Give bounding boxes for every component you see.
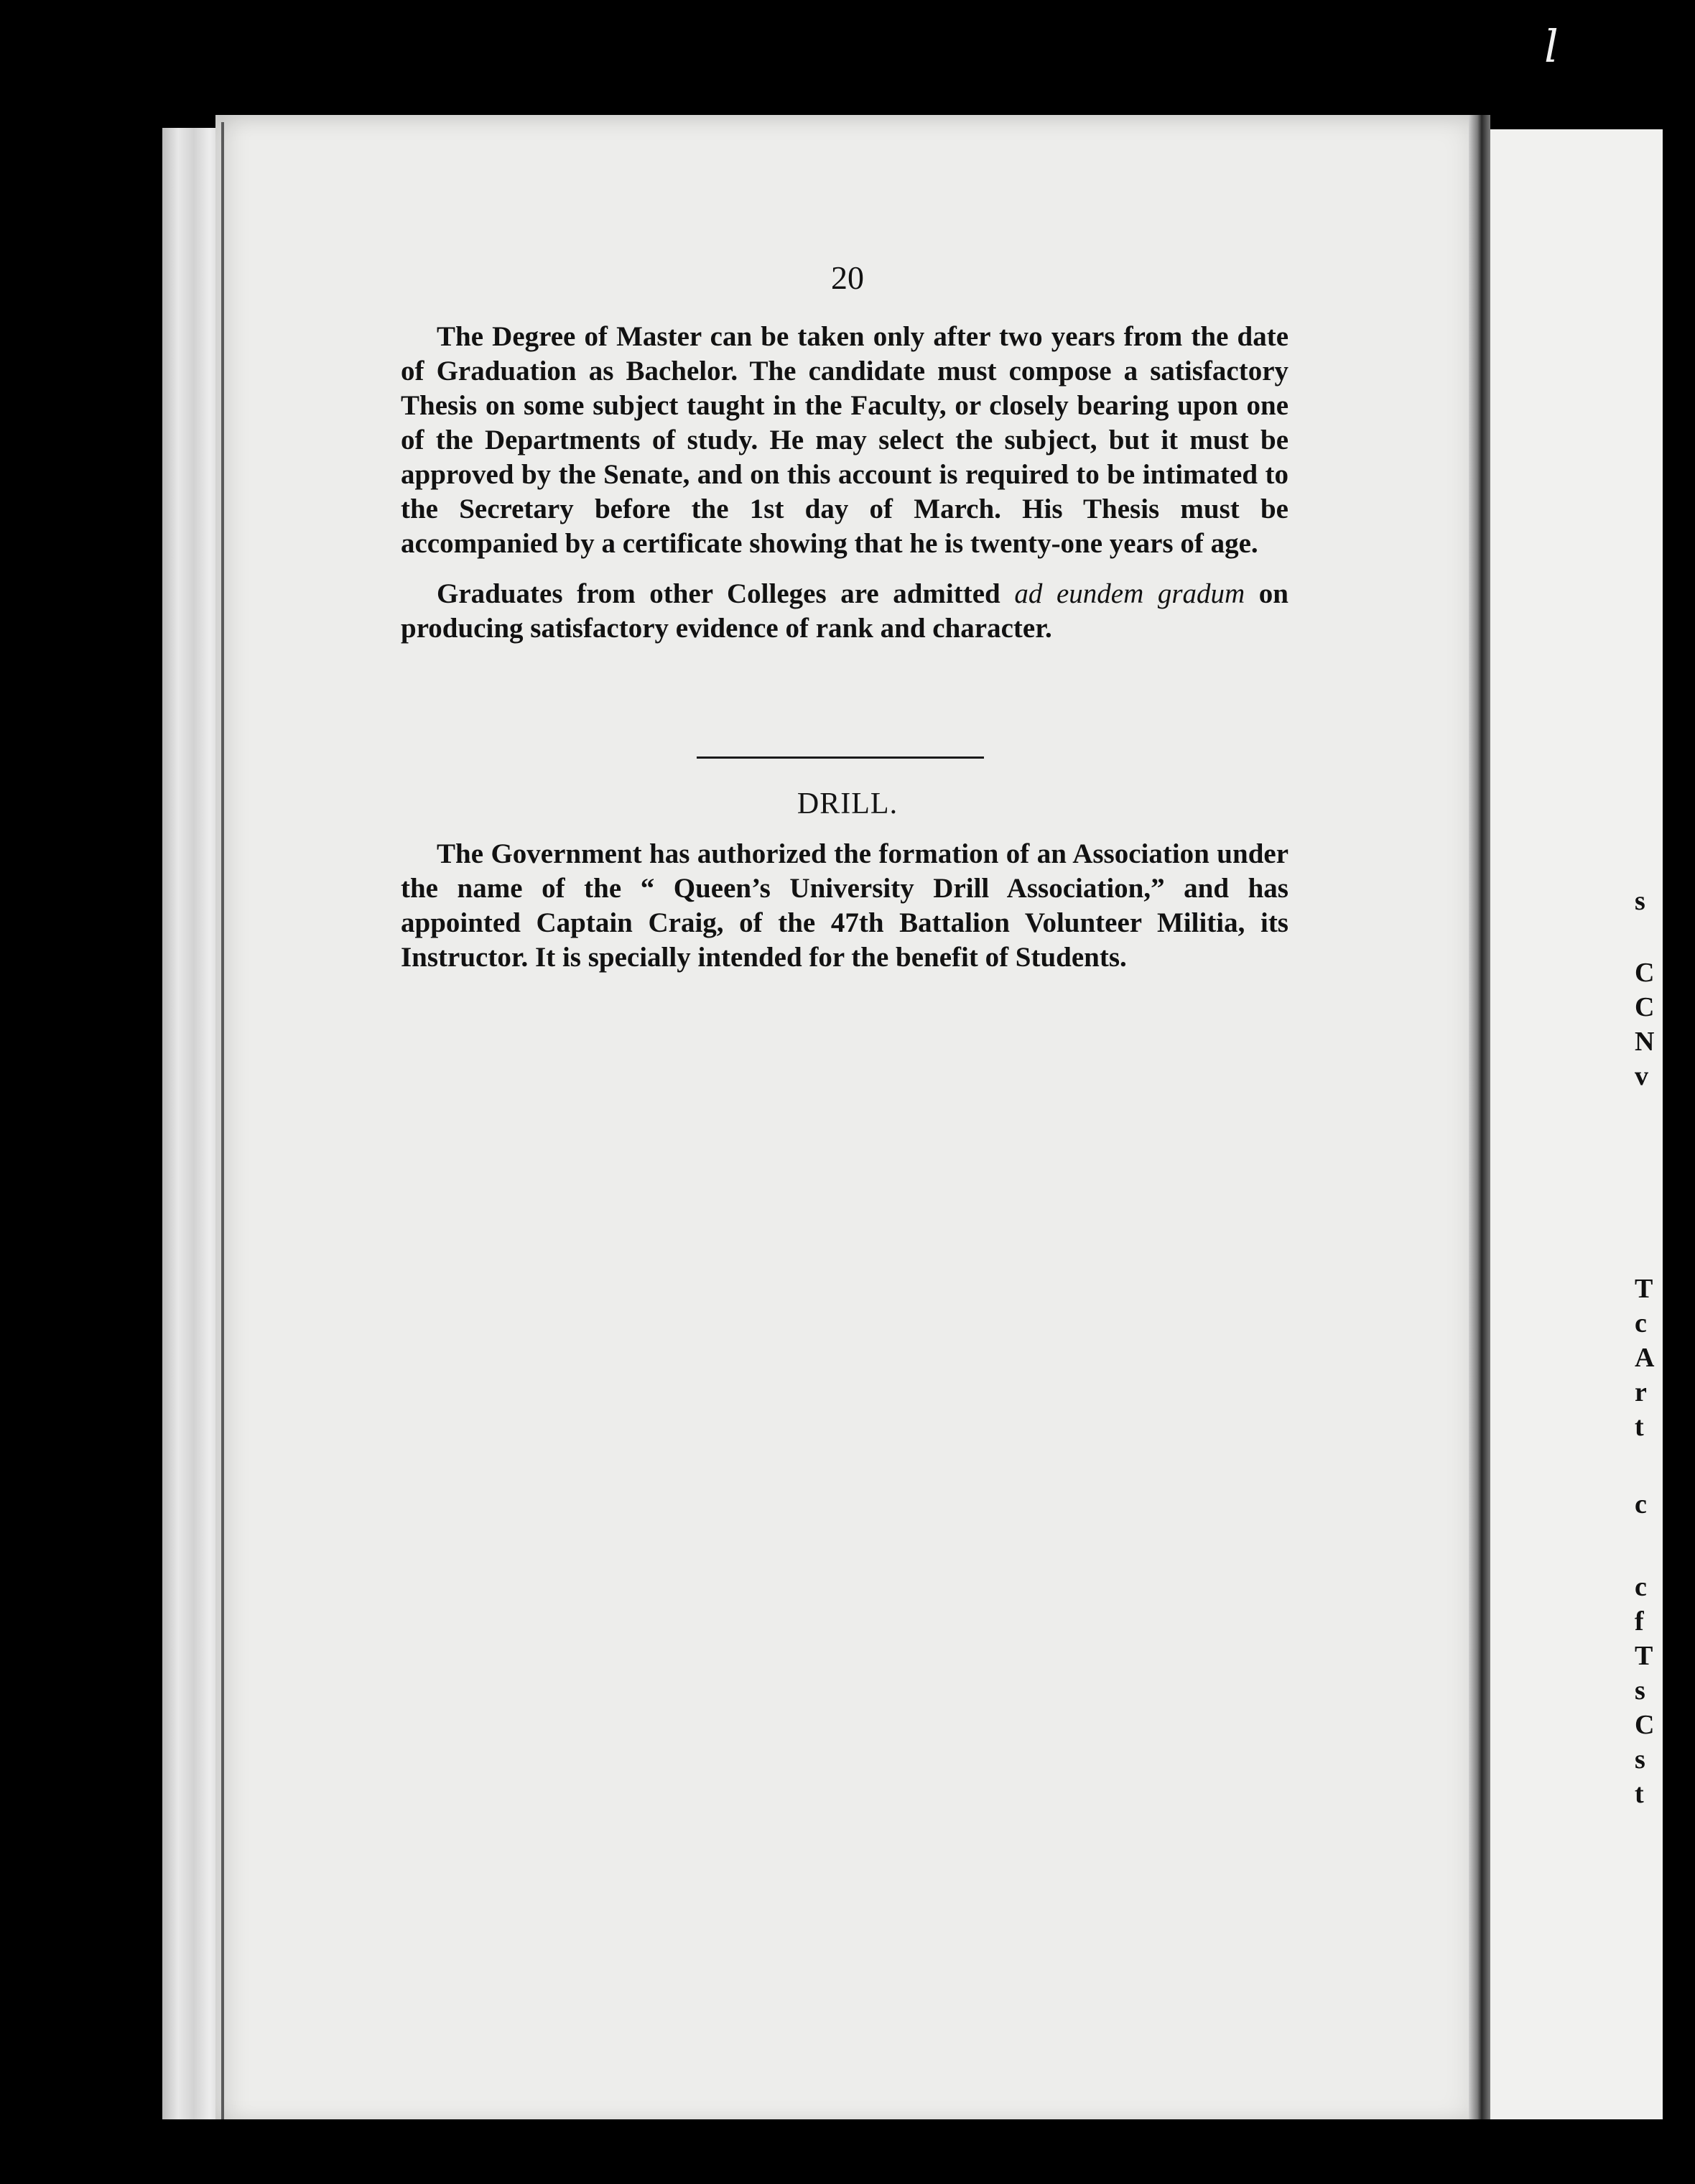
next-page-letter: f: [1635, 1606, 1644, 1637]
next-page-letter: s: [1635, 1675, 1645, 1706]
next-page-letter: C: [1635, 1710, 1655, 1740]
next-page-letter: v: [1635, 1061, 1648, 1091]
next-page-letter: N: [1635, 1027, 1655, 1057]
degree-of-master-section: [401, 320, 1288, 662]
next-page-strip: [1490, 129, 1663, 2127]
next-page-letter: C: [1635, 958, 1655, 988]
next-page-letter: c: [1635, 1489, 1647, 1519]
master-paragraph-2-end: on producing satisfactory evidence of rank and character.: [401, 578, 1288, 644]
master-paragraph-1: The Degree of Master can be taken only after two years from the date of Graduation as Bachelor. The candidate must compose a satisfactory Thesis on some subject taught in the Faculty, or closely bearing upon one of the Departments of study. He may select the subject, but it must be approved by the Senate, and on this account is required to be intimated to the Secretary before the 1st day of March. His Thesis must be accompanied by a certificate showing that he is twenty-one years of age.: [401, 321, 1288, 559]
section-divider: [697, 756, 984, 759]
master-paragraph-2-start: Graduates from other Colleges are admitted: [437, 578, 1015, 609]
next-page-letter: A: [1635, 1343, 1655, 1373]
book-gutter: [1469, 115, 1490, 2127]
drill-paragraph: The Government has authorized the formation of an Association under the name of the “ Queen’s University Drill Association,” and has appointed Captain Craig, of the 47th Battalion Volunteer Militia, its Instructor. It is specially intended for the benefit of Students.: [401, 838, 1288, 973]
next-page-letter: T: [1635, 1641, 1653, 1671]
next-page-letter: c: [1635, 1308, 1647, 1338]
drill-heading: DRILL.: [797, 787, 898, 820]
next-page-letter: t: [1635, 1412, 1644, 1442]
next-page-letter: t: [1635, 1779, 1644, 1809]
bottom-band: [162, 2119, 1671, 2184]
next-page-letter: r: [1635, 1377, 1647, 1407]
drill-section: [401, 837, 1288, 991]
next-page-letter: s: [1635, 886, 1645, 916]
next-page-letter: C: [1635, 992, 1655, 1022]
master-paragraph-2: [401, 577, 1288, 646]
page-number: 20: [831, 259, 864, 296]
next-page-letter: T: [1635, 1274, 1653, 1304]
page-border-line: [221, 122, 224, 2127]
ad-eundem-gradum: ad eundem gradum: [1014, 578, 1245, 609]
next-page-letter: s: [1635, 1744, 1645, 1774]
next-page-letter: c: [1635, 1572, 1647, 1602]
corner-mark: l: [1544, 20, 1559, 73]
